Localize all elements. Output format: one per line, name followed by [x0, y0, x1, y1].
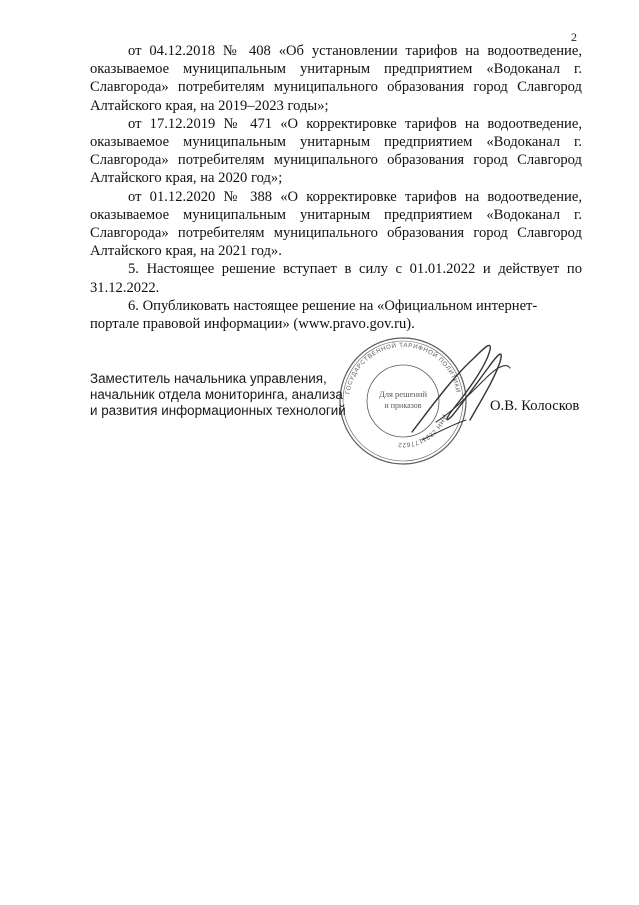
signer-name: О.В. Колосков: [490, 398, 580, 414]
handwritten-signature: [382, 328, 522, 450]
paragraph-decision-408: от 04.12.2018 № 408 «Об установлении тарифов на водоотведение, оказываемое муниципальным унитарным предприятием «Водоканал г. Славгорода» потребителям муниципального образования город Славгород Алтайского края, на 2019–2023 годы»;: [90, 43, 582, 114]
paragraph-effective-date: 5. Настоящее решение вступает в силу с 01.01.2022 и действует по 31.12.2022.: [90, 261, 582, 296]
paragraph-decision-471: от 17.12.2019 № 471 «О корректировке тарифов на водоотведение, оказываемое муниципальным унитарным предприятием «Водоканал г. Славгорода» потребителям муниципального образования город Славгород Алтайского края, на 2020 год»;: [90, 115, 582, 187]
stamp-outer-text: ГОСУДАРСТВЕННОЙ ТАРИФНОЙ ПОЛИТИКИ: [344, 341, 462, 395]
paragraph-publication: 6. Опубликовать настоящее решение на «Официальном интернет-портале правовой информации» (www.pravo.gov.ru).: [90, 297, 538, 333]
signature-position-block: [90, 371, 360, 418]
stamp-inner-text: ИНН 2221177622: [397, 413, 448, 449]
stamp-center-line2: и приказов: [384, 401, 422, 410]
position-line-1: Заместитель начальника управления,: [90, 371, 327, 386]
position-line-2: начальник отдела мониторинга, анализа: [90, 386, 343, 402]
position-line-3: и развития информационных технологий: [90, 402, 346, 418]
body-text: [90, 42, 582, 333]
page-number: 2: [571, 30, 577, 44]
stamp-center-line1: Для решений: [378, 389, 428, 399]
paragraph-decision-388: от 01.12.2020 № 388 «О корректировке тарифов на водоотведение, оказываемое муниципальным унитарным предприятием «Водоканал г. Славгорода» потребителям муниципального образования город Славгород Алтайского края, на 2021 год».: [90, 188, 582, 260]
